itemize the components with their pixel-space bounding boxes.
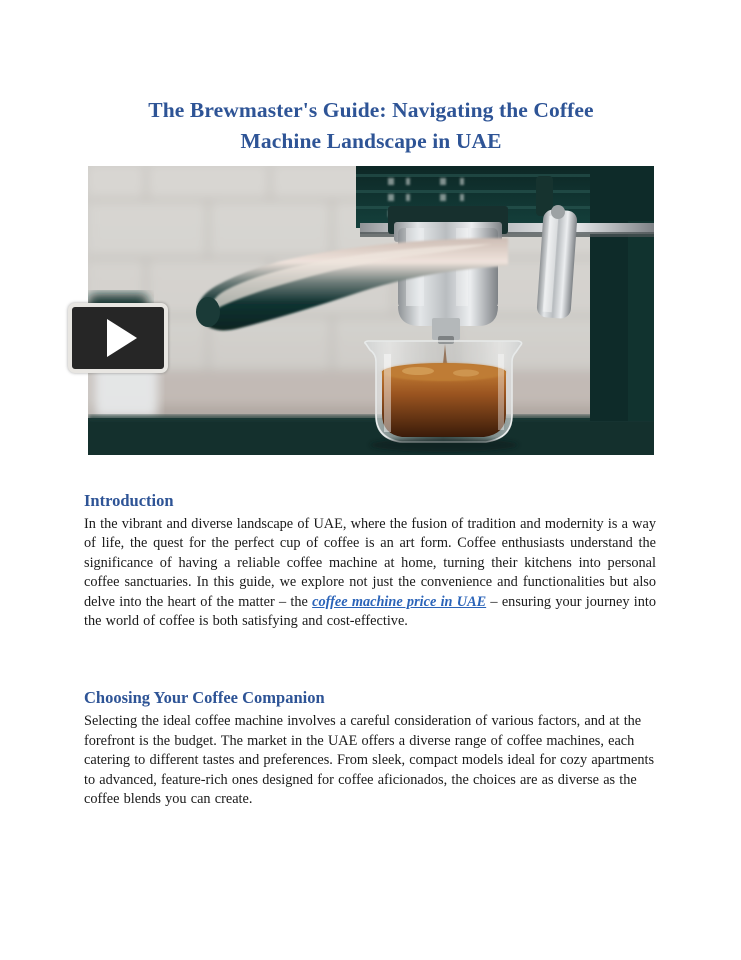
play-icon — [107, 319, 137, 357]
section-paragraph-choosing-your-coffee-companion: Selecting the ideal coffee machine involves a careful consideration of various factors, and at the forefront is the budget. The market in the UAE offers a diverse range of coffee machines, each catering to different tastes and preferences. From sleek, compact models ideal for cozy apartments to advanced, feature-rich ones designed for coffee aficionados, the choices are as diverse as the coffee blends you can create. — [84, 713, 655, 808]
section-paragraph-introduction — [84, 515, 656, 631]
intro-text-after-link: – ensuring your journey into the world of coffee is both satisfying and cost-effective. — [84, 593, 656, 630]
section-heading-choosing-your-coffee-companion: Choosing Your Coffee Companion — [84, 688, 325, 708]
section-heading-introduction: Introduction — [84, 491, 174, 510]
page-title — [88, 95, 654, 157]
section-introduction — [84, 490, 656, 631]
coffee-machine-price-link[interactable]: coffee machine price in UAE — [312, 593, 487, 610]
hero-image — [88, 166, 654, 455]
article-body — [84, 490, 656, 835]
page-title-line-2: Machine Landscape in UAE — [240, 129, 502, 153]
section-choosing-your-coffee-companion — [84, 687, 656, 809]
video-play-button[interactable] — [68, 303, 168, 373]
hero-illustration — [88, 166, 654, 455]
intro-text-before-link: In the vibrant and diverse landscape of UAE, where the fusion of tradition and modernity is a way of life, the quest for the perfect cup of coffee is an art form. Coffee enthusiasts understand the significance of having a reliable coffee machine at home, turning their kitchens into personal coffee sanctuaries. In this guide, we explore not just the convenience and functionalities but also delve into the heart of the matter – the — [84, 516, 656, 610]
page-title-line-1: The Brewmaster's Guide: Navigating the Coffee — [148, 98, 594, 122]
section-spacer — [84, 657, 656, 687]
